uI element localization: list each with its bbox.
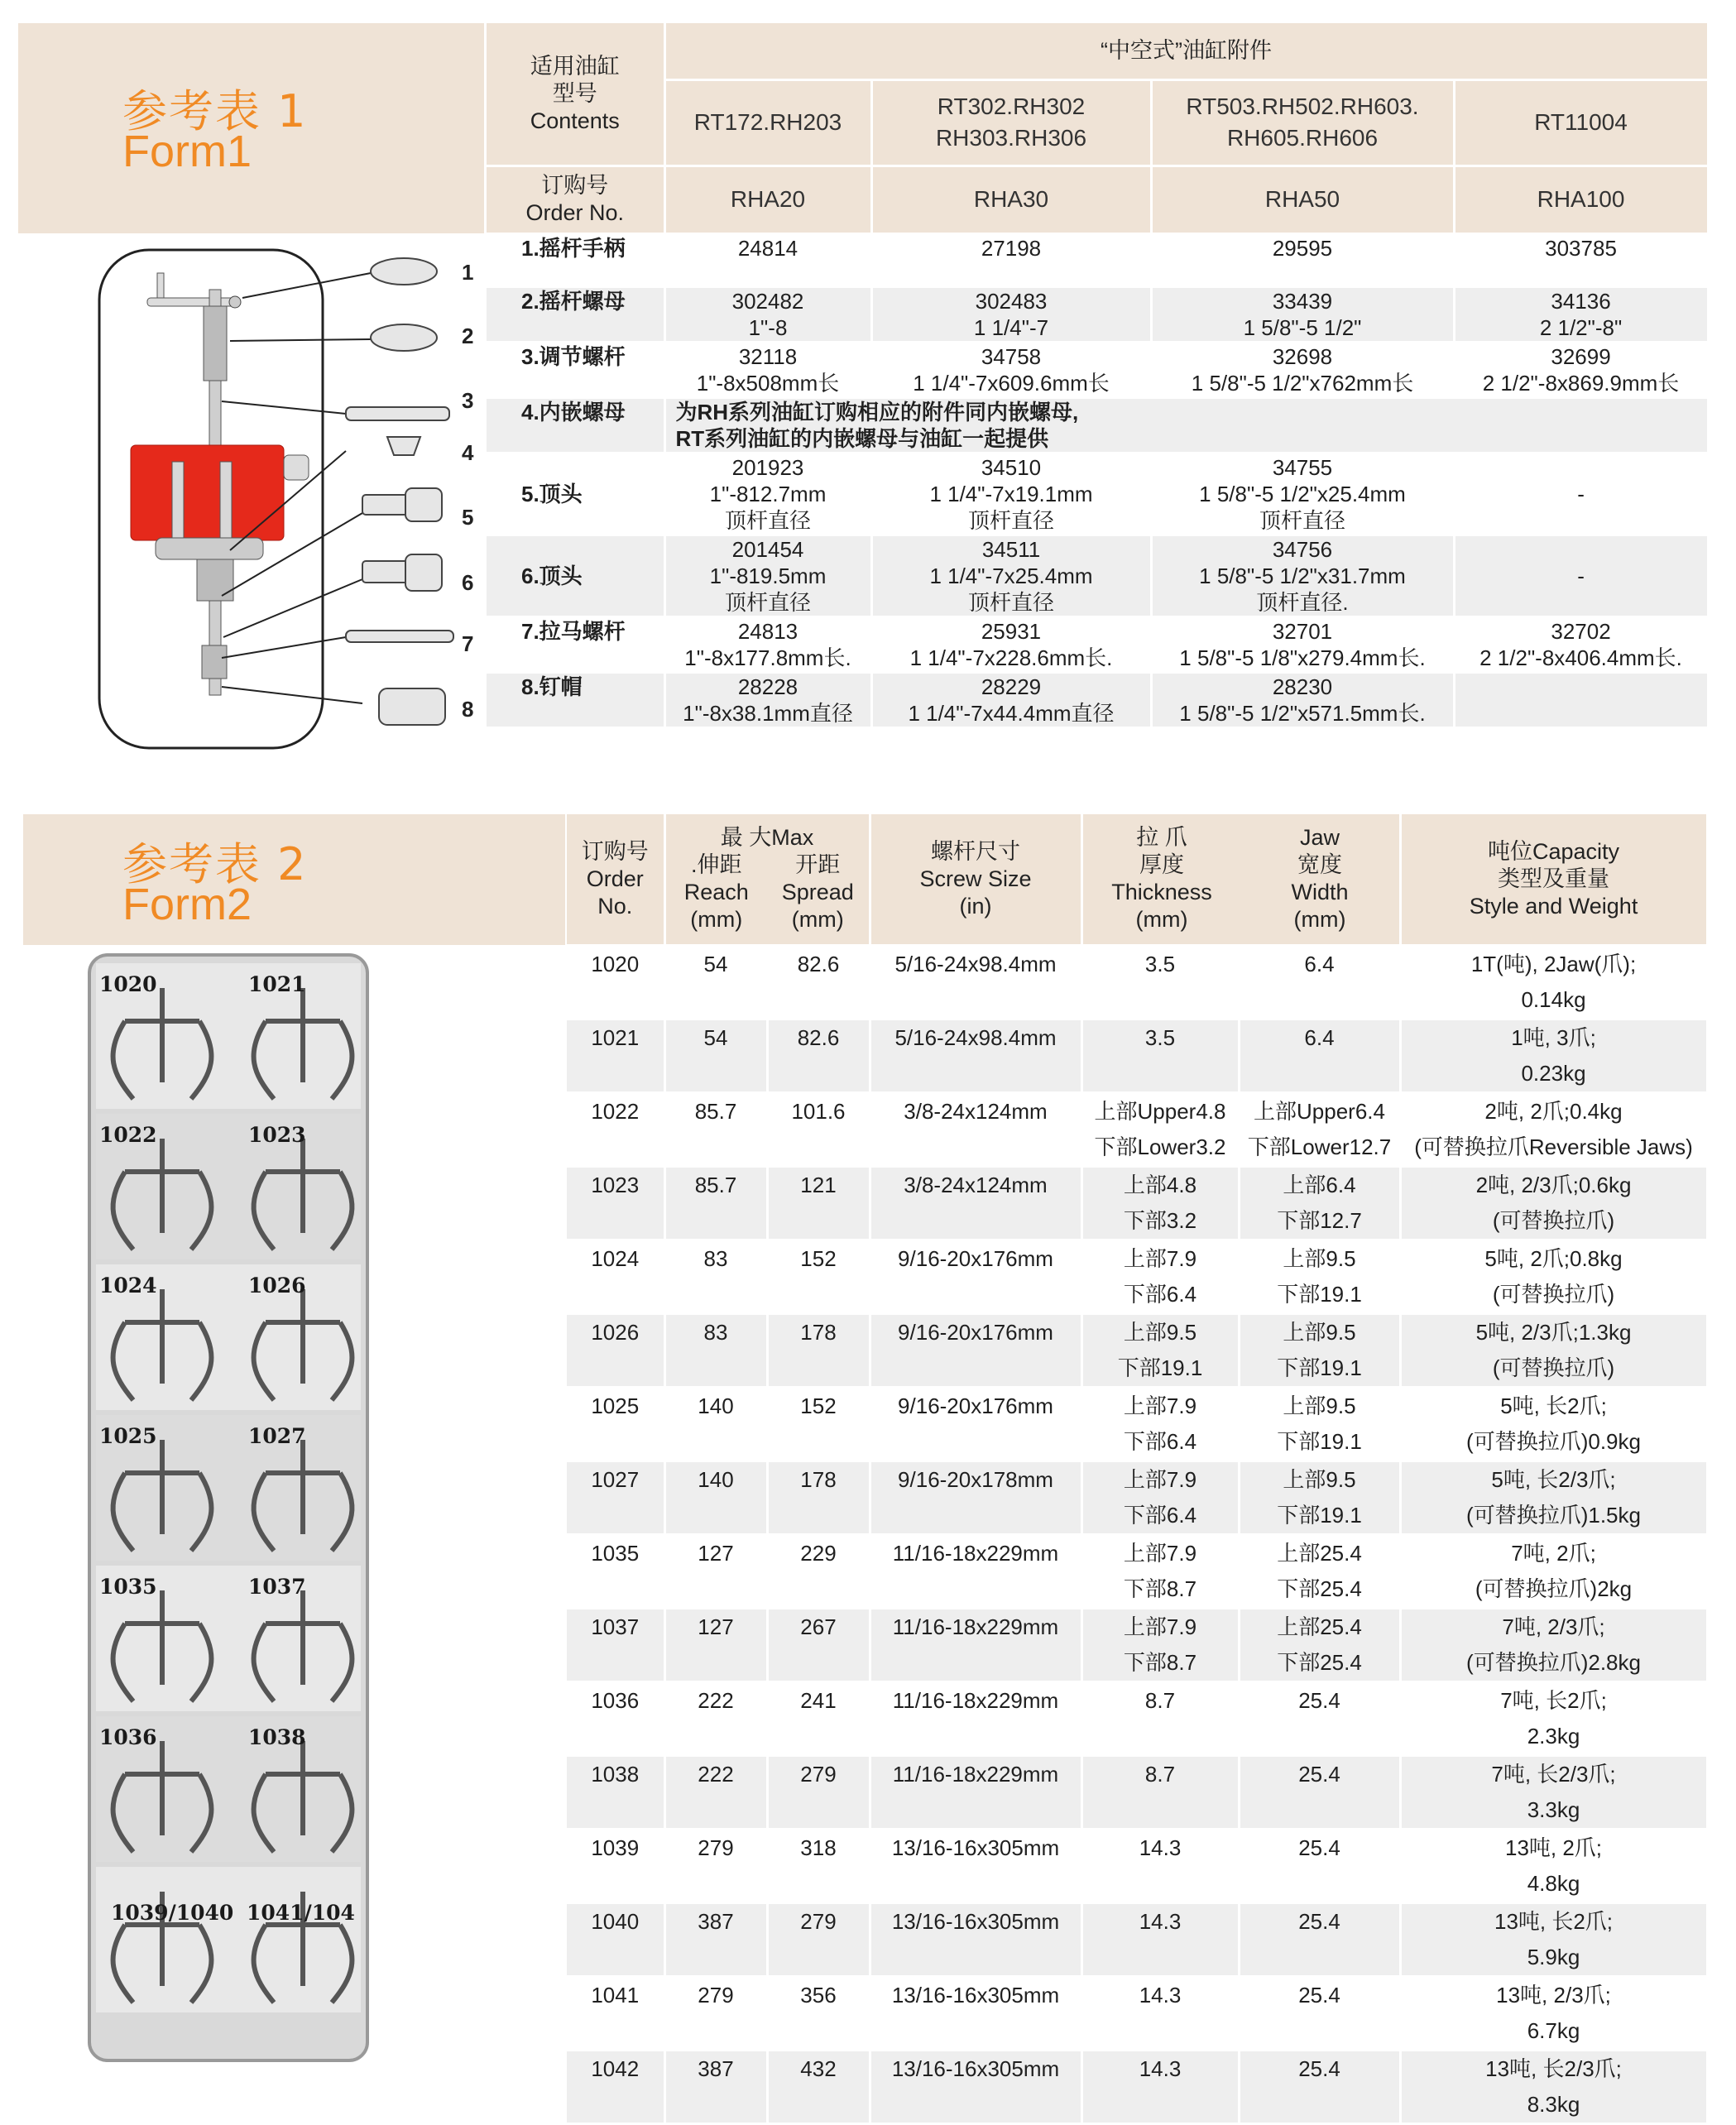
cell-order: 1026 xyxy=(567,1313,664,1387)
form1-header-group: “中空式”油缸附件 xyxy=(664,23,1708,79)
form1-order-1: RHA20 xyxy=(664,165,871,233)
form1-order-3: RHA50 xyxy=(1151,165,1454,233)
cell-reach: 140 xyxy=(664,1387,767,1461)
photo-label: 1021 xyxy=(248,972,306,996)
form2-row xyxy=(567,2050,1707,2123)
form1-title-cn: 参考表 1 xyxy=(122,85,308,137)
cell-screw: 9/16-20x176mm xyxy=(870,1387,1081,1461)
form2-title-cn: 参考表 2 xyxy=(122,838,308,890)
cell-screw: 11/16-18x229mm xyxy=(870,1534,1081,1608)
cell-cap: 5吨, 长2爪; (可替换拉爪)0.9kg xyxy=(1400,1387,1707,1461)
cell: 34756 1 5/8"-5 1/2"x31.7mm 顶杆直径. xyxy=(1151,535,1454,616)
screw-rod-icon xyxy=(346,407,449,420)
cell-spread: 229 xyxy=(767,1534,870,1608)
form2-header-max-label: 最 大Max xyxy=(720,825,814,851)
cell-screw: 11/16-18x229mm xyxy=(870,1608,1081,1681)
form1-order-4: RHA100 xyxy=(1454,165,1708,233)
cell-spread: 178 xyxy=(767,1461,870,1534)
form2-header-width: 宽度 Width (mm) xyxy=(1291,852,1349,933)
form1-row xyxy=(487,286,1708,342)
cell-spread: 121 xyxy=(767,1166,870,1240)
form1-model-2: RT302.RH302 RH303.RH306 xyxy=(871,79,1151,165)
cap-nut-icon xyxy=(379,688,445,725)
cell-order: 1021 xyxy=(567,1019,664,1092)
form1-model-4: RT11004 xyxy=(1454,79,1708,165)
form2-row xyxy=(567,1902,1707,1976)
cell: 32699 2 1/2"-8x869.9mm长 xyxy=(1454,342,1708,397)
cell: 201923 1"-812.7mm 顶杆直径 xyxy=(664,453,871,535)
cell-width: 6.4 xyxy=(1239,1019,1400,1092)
cell: 29595 xyxy=(1151,233,1454,286)
photo-label: 1035 xyxy=(99,1575,157,1599)
cell-screw: 5/16-24x98.4mm xyxy=(870,945,1081,1019)
cell-width: 上部9.5 下部19.1 xyxy=(1239,1387,1400,1461)
cell: 32702 2 1/2"-8x406.4mm长. xyxy=(1454,616,1708,672)
part-name: 8.钉帽 xyxy=(487,672,664,727)
cell-cap: 7吨, 长2/3爪; 3.3kg xyxy=(1400,1755,1707,1829)
cell-reach: 387 xyxy=(664,2050,767,2123)
cell-order: 1020 xyxy=(567,945,664,1019)
part-name: 5.顶头 xyxy=(487,453,664,535)
photo-cell xyxy=(96,1867,361,2012)
cell-spread: 432 xyxy=(767,2050,870,2123)
cell: - xyxy=(1454,453,1708,535)
part-number-1: 1 xyxy=(462,260,474,285)
form1-model-1: RT172.RH203 xyxy=(664,79,871,165)
wing-nut-icon xyxy=(371,258,437,285)
part-number-5: 5 xyxy=(462,505,474,530)
cell-order: 1025 xyxy=(567,1387,664,1461)
part-number-4: 4 xyxy=(462,440,474,465)
part-name: 7.拉马螺杆 xyxy=(487,616,664,672)
cell: 28228 1"-8x38.1mm直径 xyxy=(664,672,871,727)
cell-thick: 8.7 xyxy=(1081,1681,1239,1755)
photo-label: 1026 xyxy=(248,1274,306,1298)
cell-reach: 83 xyxy=(664,1240,767,1313)
cell-width: 25.4 xyxy=(1239,1829,1400,1902)
cell-order: 1036 xyxy=(567,1681,664,1755)
cell-order: 1022 xyxy=(567,1092,664,1166)
cell-order: 1024 xyxy=(567,1240,664,1313)
cell: 34510 1 1/4"-7x19.1mm 顶杆直径 xyxy=(871,453,1151,535)
photo-label: 1038 xyxy=(248,1725,306,1749)
cell xyxy=(1454,672,1708,727)
cell: 34755 1 5/8"-5 1/2"x25.4mm 顶杆直径 xyxy=(1151,453,1454,535)
cell-cap: 13吨, 2/3爪; 6.7kg xyxy=(1400,1976,1707,2050)
cell: 302483 1 1/4"-7 xyxy=(871,286,1151,342)
cell-reach: 279 xyxy=(664,1976,767,2050)
cell-spread: 318 xyxy=(767,1829,870,1902)
cell-width: 25.4 xyxy=(1239,1976,1400,2050)
cell-order: 1037 xyxy=(567,1608,664,1681)
photo-label: 1027 xyxy=(248,1424,306,1448)
form2-header-max xyxy=(664,814,870,945)
cell-screw: 11/16-18x229mm xyxy=(870,1755,1081,1829)
cell-screw: 3/8-24x124mm xyxy=(870,1092,1081,1166)
form2-table xyxy=(567,814,1709,2125)
cell-cap: 7吨, 2爪; (可替换拉爪)2kg xyxy=(1400,1534,1707,1608)
cell-spread: 267 xyxy=(767,1608,870,1681)
cell-thick: 3.5 xyxy=(1081,1019,1239,1092)
cell-spread: 178 xyxy=(767,1313,870,1387)
form1-model-3: RT503.RH502.RH603. RH605.RH606 xyxy=(1151,79,1454,165)
cell-width: 25.4 xyxy=(1239,1902,1400,1976)
form2-header-spread: 开距 Spread (mm) xyxy=(781,852,854,933)
cell-reach: 222 xyxy=(664,1681,767,1755)
part-name: 6.顶头 xyxy=(487,535,664,616)
wing-nut-icon xyxy=(371,324,437,351)
photo-label: 1023 xyxy=(248,1123,306,1147)
photo-label: 1020 xyxy=(99,972,157,996)
hydraulic-cylinder-icon xyxy=(131,445,284,540)
photo-label: 1036 xyxy=(99,1725,157,1749)
part-name: 2.摇杆螺母 xyxy=(487,286,664,342)
cell-thick: 上部7.9 下部6.4 xyxy=(1081,1461,1239,1534)
photo-label: 1037 xyxy=(248,1575,306,1599)
form2-header-jaw-cn: 拉 爪 xyxy=(1136,825,1187,851)
cell-width: 上部9.5 下部19.1 xyxy=(1239,1313,1400,1387)
cell-order: 1042 xyxy=(567,2050,664,2123)
form2-row xyxy=(567,1534,1707,1608)
form1-row xyxy=(487,233,1708,286)
form1-order-2: RHA30 xyxy=(871,165,1151,233)
form1-row xyxy=(487,342,1708,397)
cell-reach: 83 xyxy=(664,1313,767,1387)
cell-order: 1041 xyxy=(567,1976,664,2050)
cell-spread: 356 xyxy=(767,1976,870,2050)
cell: 28230 1 5/8"-5 1/2"x571.5mm长. xyxy=(1151,672,1454,727)
form1-row xyxy=(487,535,1708,616)
cell-screw: 9/16-20x176mm xyxy=(870,1313,1081,1387)
cell-reach: 127 xyxy=(664,1608,767,1681)
cell-reach: 54 xyxy=(664,945,767,1019)
cell-cap: 5吨, 长2/3爪; (可替换拉爪)1.5kg xyxy=(1400,1461,1707,1534)
cell-order: 1027 xyxy=(567,1461,664,1534)
cell-width: 上部9.5 下部19.1 xyxy=(1239,1461,1400,1534)
form2-header-jaw xyxy=(1081,814,1400,945)
cell-width: 上部9.5 下部19.1 xyxy=(1239,1240,1400,1313)
form1-header-contents: 适用油缸 型号 Contents xyxy=(487,23,664,165)
cell-thick: 上部Upper4.8 下部Lower3.2 xyxy=(1081,1092,1239,1166)
cell: 24814 xyxy=(664,233,871,286)
cell-reach: 279 xyxy=(664,1829,767,1902)
photo-label: 1022 xyxy=(99,1123,157,1147)
cell-width: 25.4 xyxy=(1239,1681,1400,1755)
cell-thick: 上部7.9 下部6.4 xyxy=(1081,1387,1239,1461)
cell: 34758 1 1/4"-7x609.6mm长 xyxy=(871,342,1151,397)
part-number-7: 7 xyxy=(462,631,474,656)
inner-nut-note: 为RH系列油缸订购相应的附件同内嵌螺母, RT系列油缸的内嵌螺母与油缸一起提供 xyxy=(664,397,1708,453)
cell: 28229 1 1/4"-7x44.4mm直径 xyxy=(871,672,1151,727)
cell-width: 25.4 xyxy=(1239,2050,1400,2123)
cell-screw: 3/8-24x124mm xyxy=(870,1166,1081,1240)
cell: 32118 1"-8x508mm长 xyxy=(664,342,871,397)
puller-screw-icon xyxy=(346,631,453,642)
cell-order: 1023 xyxy=(567,1166,664,1240)
cell-thick: 上部9.5 下部19.1 xyxy=(1081,1313,1239,1387)
puller-photo-strip xyxy=(88,953,369,2062)
cell-thick: 14.3 xyxy=(1081,1829,1239,1902)
cell-width: 上部25.4 下部25.4 xyxy=(1239,1608,1400,1681)
form2-header-capacity: 吨位Capacity 类型及重量 Style and Weight xyxy=(1400,814,1707,945)
cell-screw: 13/16-16x305mm xyxy=(870,1829,1081,1902)
form1-row xyxy=(487,616,1708,672)
cell-cap: 1T(吨), 2Jaw(爪); 0.14kg xyxy=(1400,945,1707,1019)
part-name: 1.摇杆手柄 xyxy=(487,233,664,286)
form2-row xyxy=(567,1166,1707,1240)
part-number-3: 3 xyxy=(462,388,474,413)
cell-cap: 13吨, 长2/3爪; 8.3kg xyxy=(1400,2050,1707,2123)
form1-header-order-no: 订购号 Order No. xyxy=(487,165,664,233)
cell-cap: 5吨, 2/3爪;1.3kg (可替换拉爪) xyxy=(1400,1313,1707,1387)
photo-label: 1039/1040 xyxy=(111,1901,234,1925)
cell: 34511 1 1/4"-7x25.4mm 顶杆直径 xyxy=(871,535,1151,616)
cell-screw: 9/16-20x178mm xyxy=(870,1461,1081,1534)
photo-label: 1025 xyxy=(99,1424,157,1448)
cell-screw: 5/16-24x98.4mm xyxy=(870,1019,1081,1092)
cell: 201454 1"-819.5mm 顶杆直径 xyxy=(664,535,871,616)
cell-cap: 13吨, 长2爪; 5.9kg xyxy=(1400,1902,1707,1976)
form2-row xyxy=(567,1976,1707,2050)
cell: 32701 1 5/8"-5 1/8"x279.4mm长. xyxy=(1151,616,1454,672)
photo-label: 1041/104 xyxy=(247,1901,355,1925)
cell-width: 25.4 xyxy=(1239,1755,1400,1829)
cell-reach: 85.7 xyxy=(664,1166,767,1240)
form2-row xyxy=(567,1829,1707,1902)
cell-thick: 14.3 xyxy=(1081,2050,1239,2123)
part-number-8: 8 xyxy=(462,697,474,722)
part-name: 3.调节螺杆 xyxy=(487,342,664,397)
form2-header-order: 订购号 Order No. xyxy=(567,814,664,945)
cell-spread: 279 xyxy=(767,1902,870,1976)
part-number-6: 6 xyxy=(462,570,474,595)
cell-width: 上部6.4 下部12.7 xyxy=(1239,1166,1400,1240)
push-head-icon xyxy=(405,488,442,521)
cell-width: 6.4 xyxy=(1239,945,1400,1019)
form1-row xyxy=(487,672,1708,727)
cell-width: 上部Upper6.4 下部Lower12.7 xyxy=(1239,1092,1400,1166)
cell: 34136 2 1/2"-8" xyxy=(1454,286,1708,342)
cell-thick: 14.3 xyxy=(1081,1902,1239,1976)
form2-row xyxy=(567,1681,1707,1755)
form2-row xyxy=(567,1313,1707,1387)
cell-spread: 82.6 xyxy=(767,945,870,1019)
cell-width: 上部25.4 下部25.4 xyxy=(1239,1534,1400,1608)
cell: 24813 1"-8x177.8mm长. xyxy=(664,616,871,672)
cell-spread: 82.6 xyxy=(767,1019,870,1092)
form2-title-en: Form2 xyxy=(122,880,252,929)
cell-spread: 152 xyxy=(767,1387,870,1461)
form1-table xyxy=(487,23,1710,729)
cell-cap: 2吨, 2爪;0.4kg (可替换拉爪Reversible Jaws) xyxy=(1400,1092,1707,1166)
cell-reach: 387 xyxy=(664,1902,767,1976)
cell-order: 1038 xyxy=(567,1755,664,1829)
form2-row xyxy=(567,1608,1707,1681)
crank-handle-icon xyxy=(147,273,241,308)
cell-screw: 9/16-20x176mm xyxy=(870,1240,1081,1313)
cell-cap: 13吨, 2爪; 4.8kg xyxy=(1400,1829,1707,1902)
cell: 303785 xyxy=(1454,233,1708,286)
photo-label: 1024 xyxy=(99,1274,157,1298)
cell-cap: 7吨, 2/3爪; (可替换拉爪)2.8kg xyxy=(1400,1608,1707,1681)
cell-reach: 127 xyxy=(664,1534,767,1608)
form2-row xyxy=(567,1387,1707,1461)
cell-reach: 85.7 xyxy=(664,1092,767,1166)
cell-cap: 7吨, 长2爪; 2.3kg xyxy=(1400,1681,1707,1755)
cell-cap: 1吨, 3爪; 0.23kg xyxy=(1400,1019,1707,1092)
cell-thick: 上部7.9 下部6.4 xyxy=(1081,1240,1239,1313)
cell-thick: 3.5 xyxy=(1081,945,1239,1019)
cell-reach: 140 xyxy=(664,1461,767,1534)
push-head-icon xyxy=(405,554,442,591)
cell-thick: 上部4.8 下部3.2 xyxy=(1081,1166,1239,1240)
cell-thick: 上部7.9 下部8.7 xyxy=(1081,1534,1239,1608)
cell: 33439 1 5/8"-5 1/2" xyxy=(1151,286,1454,342)
cell-screw: 13/16-16x305mm xyxy=(870,1902,1081,1976)
form2-row xyxy=(567,1461,1707,1534)
part-name: 4.内嵌螺母 xyxy=(487,397,664,453)
form1-row xyxy=(487,397,1708,453)
cell: 27198 xyxy=(871,233,1151,286)
cell: 25931 1 1/4"-7x228.6mm长. xyxy=(871,616,1151,672)
cell: 302482 1"-8 xyxy=(664,286,871,342)
cell-order: 1039 xyxy=(567,1829,664,1902)
form2-header-jaw-en: Jaw xyxy=(1299,825,1340,851)
cell-thick: 上部7.9 下部8.7 xyxy=(1081,1608,1239,1681)
cell-order: 1040 xyxy=(567,1902,664,1976)
cell-reach: 222 xyxy=(664,1755,767,1829)
form2-row xyxy=(567,1755,1707,1829)
cell-cap: 2吨, 2/3爪;0.6kg (可替换拉爪) xyxy=(1400,1166,1707,1240)
cell-screw: 13/16-16x305mm xyxy=(870,1976,1081,2050)
cell-thick: 14.3 xyxy=(1081,1976,1239,2050)
form1-row xyxy=(487,453,1708,535)
cell-reach: 54 xyxy=(664,1019,767,1092)
form2-row xyxy=(567,1240,1707,1313)
cell-spread: 241 xyxy=(767,1681,870,1755)
cylinder-accessory-diagram xyxy=(98,248,478,753)
cell-thick: 8.7 xyxy=(1081,1755,1239,1829)
cell-spread: 152 xyxy=(767,1240,870,1313)
inner-nut-icon xyxy=(387,437,420,455)
cell-cap: 5吨, 2爪;0.8kg (可替换拉爪) xyxy=(1400,1240,1707,1313)
cell-spread: 101.6 xyxy=(767,1092,870,1166)
form2-header-screw: 螺杆尺寸 Screw Size (in) xyxy=(870,814,1081,945)
cell-screw: 13/16-16x305mm xyxy=(870,2050,1081,2123)
form2-header-reach: .伸距 Reach (mm) xyxy=(683,852,749,933)
cell: 32698 1 5/8"-5 1/2"x762mm长 xyxy=(1151,342,1454,397)
form2-row xyxy=(567,1092,1707,1166)
form2-row xyxy=(567,1019,1707,1092)
cell-order: 1035 xyxy=(567,1534,664,1608)
form2-header-thickness: 厚度 Thickness (mm) xyxy=(1111,852,1212,933)
cell-spread: 279 xyxy=(767,1755,870,1829)
cell-screw: 11/16-18x229mm xyxy=(870,1681,1081,1755)
part-number-2: 2 xyxy=(462,324,474,348)
form2-row xyxy=(567,945,1707,1019)
form1-title-en: Form1 xyxy=(122,127,252,176)
cell: - xyxy=(1454,535,1708,616)
